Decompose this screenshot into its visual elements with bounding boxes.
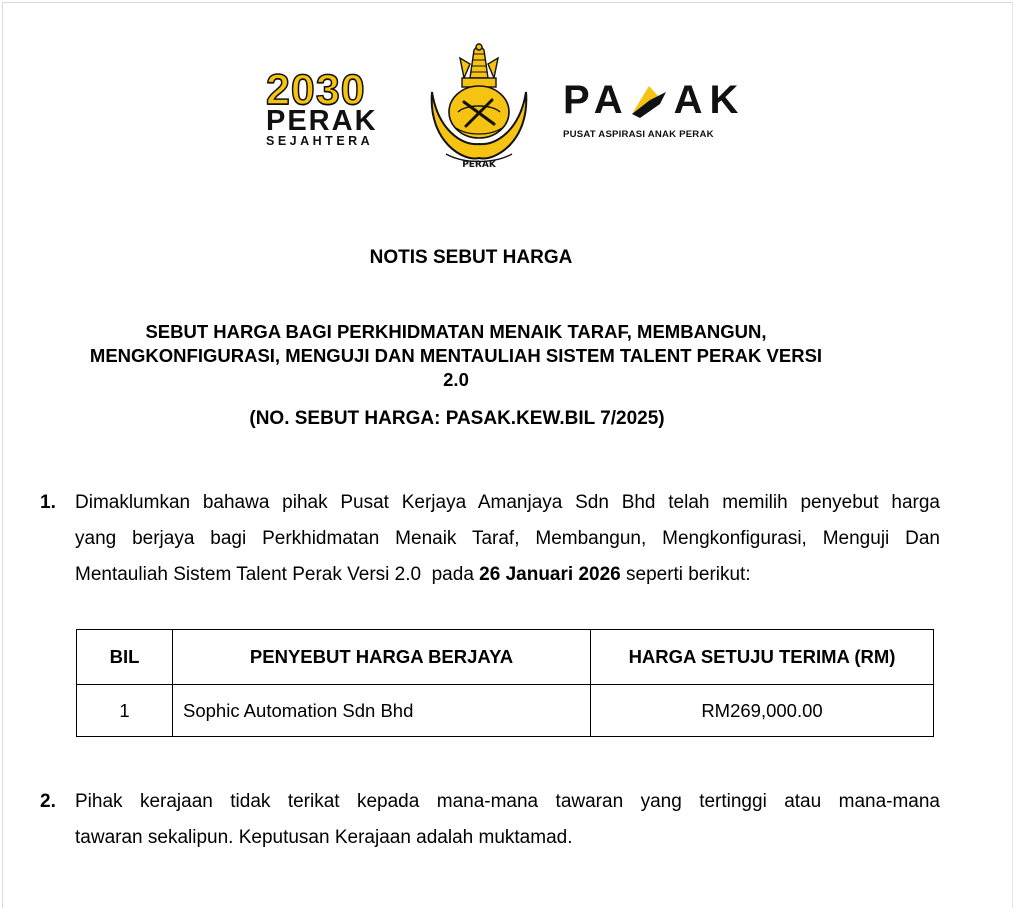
pasak-s-mark-icon	[630, 84, 668, 120]
crest-caption: PERAK	[462, 160, 496, 170]
paragraph-number: 1.	[40, 492, 56, 513]
header-bil: BIL	[77, 630, 173, 685]
paragraph-line	[75, 557, 940, 593]
quotation-reference: (NO. SEBUT HARGA: PASAK.KEW.BIL 7/2025)	[249, 408, 665, 429]
logo-tagline: SEJAHTERA	[266, 134, 374, 148]
perak-state-crest-icon	[424, 42, 534, 170]
paragraph-line: Pihak kerajaan tidak terikat kepada mana-mana tawaran yang tertinggi atau mana-mana	[75, 791, 940, 812]
cell-price: RM269,000.00	[591, 685, 934, 737]
paragraph-number: 2.	[40, 791, 56, 812]
paragraph-line: Dimaklumkan bahawa pihak Pusat Kerjaya Amanjaya Sdn Bhd telah memilih penyebut harga	[75, 492, 940, 513]
award-table	[76, 629, 934, 737]
header-price: HARGA SETUJU TERIMA (RM)	[591, 630, 934, 685]
logo-perak-text: PERAK	[266, 105, 378, 137]
paragraph-text: Mentauliah Sistem Talent Perak Versi 2.0 pada	[75, 564, 480, 585]
pasak-logo	[563, 80, 758, 150]
table-row	[77, 685, 934, 737]
paragraph-line: tawaran sekalipun. Keputusan Kerajaan adalah muktamad.	[75, 827, 573, 848]
pasak-tagline: PUSAT ASPIRASI ANAK PERAK	[563, 129, 714, 140]
subject-line-1: SEBUT HARGA BAGI PERKHIDMATAN MENAIK TARAF, MEMBANGUN,	[145, 321, 767, 342]
award-date: 26 Januari 2026	[479, 564, 621, 585]
paragraph-line: yang berjaya bagi Perkhidmatan Menaik Taraf, Membangun, Mengkonfigurasi, Menguji Dan	[75, 528, 940, 549]
table-header-row	[77, 630, 934, 685]
paragraph-text: seperti berikut:	[620, 564, 751, 585]
notice-heading: NOTIS SEBUT HARGA	[369, 247, 573, 268]
paragraph-1	[40, 485, 940, 593]
pasak-word-right: AK	[673, 78, 746, 122]
notice-subject	[36, 320, 876, 392]
perak-2030-logo	[266, 66, 398, 152]
pasak-word-left: PA	[563, 78, 630, 122]
subject-line-2: MENGKONFIGURASI, MENGUJI DAN MENTAULIAH SISTEM TALENT PERAK VERSI	[89, 345, 823, 366]
cell-vendor: Sophic Automation Sdn Bhd	[173, 685, 591, 737]
header-vendor: PENYEBUT HARGA BERJAYA	[173, 630, 591, 685]
subject-line-3: 2.0	[443, 369, 469, 390]
paragraph-2	[40, 784, 940, 856]
logo-year: 2030	[266, 66, 366, 114]
cell-bil: 1	[77, 685, 173, 737]
